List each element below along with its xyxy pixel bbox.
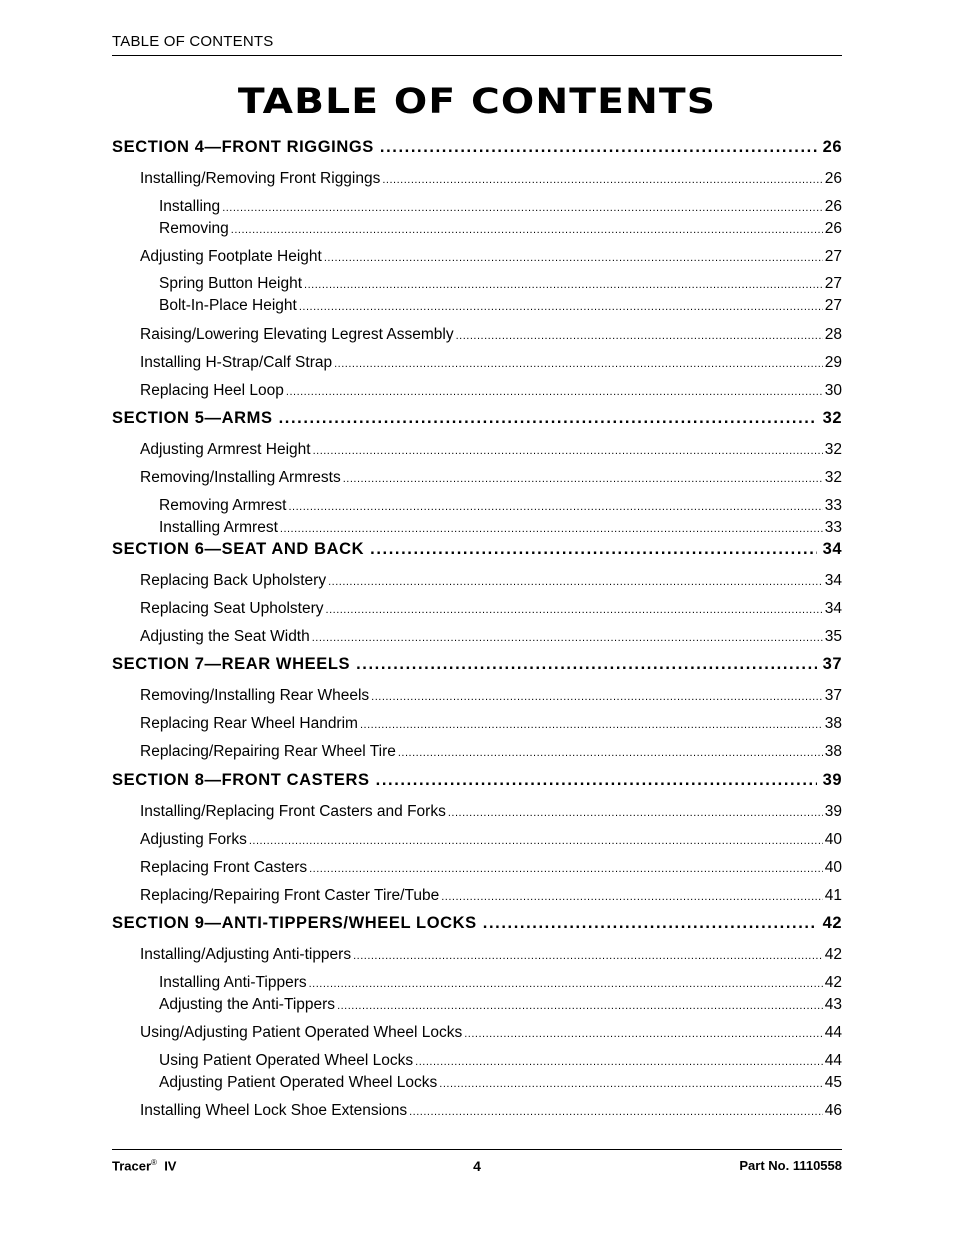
toc-entry-label: Installing/Adjusting Anti-tippers bbox=[140, 946, 352, 963]
toc-entry-label: Adjusting the Anti-Tippers bbox=[159, 996, 336, 1013]
dot-leader bbox=[326, 604, 823, 616]
dot-leader bbox=[312, 632, 823, 644]
toc-entry-label: Using Patient Operated Wheel Locks bbox=[159, 1052, 414, 1069]
toc-entry[interactable] bbox=[112, 803, 842, 821]
dot-leader bbox=[370, 540, 816, 559]
dot-leader bbox=[371, 691, 823, 703]
dot-leader bbox=[448, 807, 823, 819]
dot-leader bbox=[415, 1056, 823, 1068]
dot-leader bbox=[309, 863, 823, 875]
dot-leader bbox=[313, 445, 823, 457]
toc-entry-page: 37 bbox=[824, 687, 842, 704]
toc-entry-page: 37 bbox=[822, 655, 842, 673]
toc-entry-label: Installing H-Strap/Calf Strap bbox=[140, 354, 333, 371]
toc-entry-page: 34 bbox=[824, 572, 842, 589]
toc-section-heading[interactable] bbox=[112, 655, 842, 674]
toc-entry-label: Replacing Seat Upholstery bbox=[140, 600, 324, 617]
toc-entry[interactable] bbox=[112, 497, 842, 515]
toc-entry[interactable] bbox=[112, 715, 842, 733]
toc-entry[interactable] bbox=[112, 946, 842, 964]
toc-entry-page: 34 bbox=[822, 540, 842, 558]
dot-leader bbox=[456, 330, 823, 342]
toc-entry-page: 45 bbox=[824, 1074, 842, 1091]
toc-entry[interactable] bbox=[112, 441, 842, 459]
toc-entry[interactable] bbox=[112, 382, 842, 400]
toc-entry-label: SECTION 9—ANTI-TIPPERS/WHEEL LOCKS bbox=[112, 914, 477, 932]
dot-leader bbox=[304, 279, 823, 291]
toc-entry-page: 40 bbox=[824, 859, 842, 876]
dot-leader bbox=[328, 576, 823, 588]
toc-entry[interactable] bbox=[112, 600, 842, 618]
toc-list bbox=[112, 0, 842, 1235]
toc-entry-label: Adjusting Footplate Height bbox=[140, 248, 322, 265]
toc-entry-label: Installing/Removing Front Riggings bbox=[140, 170, 381, 187]
dot-leader bbox=[439, 1078, 822, 1090]
dot-leader bbox=[222, 202, 823, 214]
dot-leader bbox=[334, 358, 823, 370]
toc-entry-label: Bolt-In-Place Height bbox=[159, 297, 297, 314]
toc-entry-page: 44 bbox=[824, 1052, 842, 1069]
dot-leader bbox=[309, 978, 823, 990]
toc-entry-label: Adjusting Armrest Height bbox=[140, 441, 311, 458]
toc-entry-label: Replacing Rear Wheel Handrim bbox=[140, 715, 358, 732]
toc-entry-page: 39 bbox=[824, 803, 842, 820]
toc-entry-label: Installing Anti-Tippers bbox=[159, 974, 307, 991]
page-title: TABLE OF CONTENTS bbox=[237, 82, 717, 122]
toc-entry-page: 26 bbox=[822, 138, 842, 156]
toc-entry-label: Installing bbox=[159, 198, 221, 215]
dot-leader bbox=[483, 914, 817, 933]
toc-entry-label: Removing bbox=[159, 220, 229, 237]
toc-entry-label: Removing Armrest bbox=[159, 497, 287, 514]
dot-leader bbox=[288, 501, 822, 513]
toc-entry[interactable] bbox=[112, 220, 842, 238]
toc-entry[interactable] bbox=[112, 297, 842, 315]
dot-leader bbox=[464, 1028, 823, 1040]
toc-entry-page: 43 bbox=[824, 996, 842, 1013]
toc-entry[interactable] bbox=[112, 572, 842, 590]
toc-section-heading[interactable] bbox=[112, 138, 842, 157]
toc-entry-page: 27 bbox=[824, 297, 842, 314]
toc-entry[interactable] bbox=[112, 326, 842, 344]
toc-entry-label: Installing Armrest bbox=[159, 519, 278, 536]
dot-leader bbox=[376, 771, 817, 790]
toc-entry-label: Replacing Back Upholstery bbox=[140, 572, 327, 589]
toc-entry[interactable] bbox=[112, 831, 842, 849]
toc-entry-page: 26 bbox=[824, 170, 842, 187]
toc-entry-label: Spring Button Height bbox=[159, 275, 303, 292]
dot-leader bbox=[231, 224, 823, 236]
dot-leader bbox=[279, 409, 817, 428]
toc-entry-label: Adjusting Patient Operated Wheel Locks bbox=[159, 1074, 438, 1091]
toc-entry-page: 28 bbox=[824, 326, 842, 343]
toc-entry-page: 32 bbox=[824, 469, 842, 486]
toc-entry[interactable] bbox=[112, 687, 842, 705]
toc-entry[interactable] bbox=[112, 519, 842, 537]
toc-entry-label: Using/Adjusting Patient Operated Wheel Locks bbox=[140, 1024, 463, 1041]
toc-entry[interactable] bbox=[112, 628, 842, 646]
toc-entry-page: 26 bbox=[824, 198, 842, 215]
toc-entry-label: Replacing/Repairing Front Caster Tire/Tube bbox=[140, 887, 440, 904]
dot-leader bbox=[398, 747, 823, 759]
toc-entry-page: 27 bbox=[824, 275, 842, 292]
toc-entry-page: 35 bbox=[824, 628, 842, 645]
dot-leader bbox=[360, 719, 823, 731]
toc-entry-label: Removing/Installing Rear Wheels bbox=[140, 687, 370, 704]
toc-section-heading[interactable] bbox=[112, 409, 842, 428]
toc-section-heading[interactable] bbox=[112, 540, 842, 559]
dot-leader bbox=[286, 386, 823, 398]
footer-product: Tracer® IV bbox=[112, 1158, 177, 1174]
toc-entry[interactable] bbox=[112, 469, 842, 487]
toc-entry[interactable] bbox=[112, 743, 842, 761]
toc-section-heading[interactable] bbox=[112, 914, 842, 933]
toc-entry[interactable] bbox=[112, 1102, 842, 1120]
toc-entry-page: 41 bbox=[824, 887, 842, 904]
toc-entry[interactable] bbox=[112, 887, 842, 905]
dot-leader bbox=[353, 950, 823, 962]
toc-entry[interactable] bbox=[112, 170, 842, 188]
dot-leader bbox=[441, 891, 823, 903]
toc-entry-page: 30 bbox=[824, 382, 842, 399]
dot-leader bbox=[356, 655, 817, 674]
dot-leader bbox=[299, 301, 823, 313]
toc-entry-label: SECTION 4—FRONT RIGGINGS bbox=[112, 138, 374, 156]
toc-entry-label: SECTION 6—SEAT AND BACK bbox=[112, 540, 365, 558]
footer-part-number: Part No. 1110558 bbox=[739, 1158, 842, 1173]
document-page bbox=[112, 0, 842, 1235]
toc-entry-page: 46 bbox=[824, 1102, 842, 1119]
toc-entry-label: Adjusting the Seat Width bbox=[140, 628, 310, 645]
toc-entry-page: 42 bbox=[824, 974, 842, 991]
toc-entry-page: 39 bbox=[822, 771, 842, 789]
toc-entry[interactable] bbox=[112, 1024, 842, 1042]
dot-leader bbox=[343, 473, 823, 485]
toc-entry-page: 26 bbox=[824, 220, 842, 237]
dot-leader bbox=[249, 835, 823, 847]
toc-entry-page: 29 bbox=[824, 354, 842, 371]
dot-leader bbox=[337, 1000, 823, 1012]
toc-entry-page: 32 bbox=[824, 441, 842, 458]
footer-page-number: 4 bbox=[473, 1158, 481, 1174]
toc-entry-label: Installing Wheel Lock Shoe Extensions bbox=[140, 1102, 408, 1119]
toc-entry-page: 33 bbox=[824, 519, 842, 536]
toc-entry[interactable] bbox=[112, 354, 842, 372]
toc-entry-page: 27 bbox=[824, 248, 842, 265]
toc-entry-label: Adjusting Forks bbox=[140, 831, 247, 848]
dot-leader bbox=[409, 1106, 823, 1118]
toc-entry-label: Replacing/Repairing Rear Wheel Tire bbox=[140, 743, 396, 760]
dot-leader bbox=[382, 174, 822, 186]
running-header: TABLE OF CONTENTS bbox=[112, 33, 274, 50]
toc-entry-label: SECTION 7—REAR WHEELS bbox=[112, 655, 351, 673]
dot-leader bbox=[324, 252, 823, 264]
toc-entry[interactable] bbox=[112, 248, 842, 266]
toc-entry-page: 32 bbox=[822, 409, 842, 427]
toc-entry[interactable] bbox=[112, 1052, 842, 1070]
toc-entry-label: Removing/Installing Armrests bbox=[140, 469, 341, 486]
dot-leader bbox=[380, 138, 817, 157]
toc-entry-label: Raising/Lowering Elevating Legrest Assembly bbox=[140, 326, 454, 343]
toc-entry-label: SECTION 8—FRONT CASTERS bbox=[112, 771, 370, 789]
toc-entry[interactable] bbox=[112, 198, 842, 216]
toc-entry-page: 42 bbox=[822, 914, 842, 932]
toc-entry-label: SECTION 5—ARMS bbox=[112, 409, 273, 427]
toc-entry-page: 38 bbox=[824, 715, 842, 732]
toc-section-heading[interactable] bbox=[112, 771, 842, 790]
toc-entry-page: 34 bbox=[824, 600, 842, 617]
toc-entry-label: Replacing Front Casters bbox=[140, 859, 308, 876]
dot-leader bbox=[280, 523, 823, 535]
toc-entry-page: 38 bbox=[824, 743, 842, 760]
toc-entry-page: 40 bbox=[824, 831, 842, 848]
toc-entry[interactable] bbox=[112, 1074, 842, 1092]
toc-entry-label: Replacing Heel Loop bbox=[140, 382, 284, 399]
toc-entry-page: 42 bbox=[824, 946, 842, 963]
footer-rule bbox=[112, 1149, 842, 1150]
toc-entry-label: Installing/Replacing Front Casters and Forks bbox=[140, 803, 446, 820]
toc-entry[interactable] bbox=[112, 275, 842, 293]
registered-mark: ® bbox=[151, 1158, 157, 1167]
toc-entry[interactable] bbox=[112, 996, 842, 1014]
toc-entry[interactable] bbox=[112, 974, 842, 992]
toc-entry[interactable] bbox=[112, 859, 842, 877]
toc-entry-page: 33 bbox=[824, 497, 842, 514]
toc-entry-page: 44 bbox=[824, 1024, 842, 1041]
